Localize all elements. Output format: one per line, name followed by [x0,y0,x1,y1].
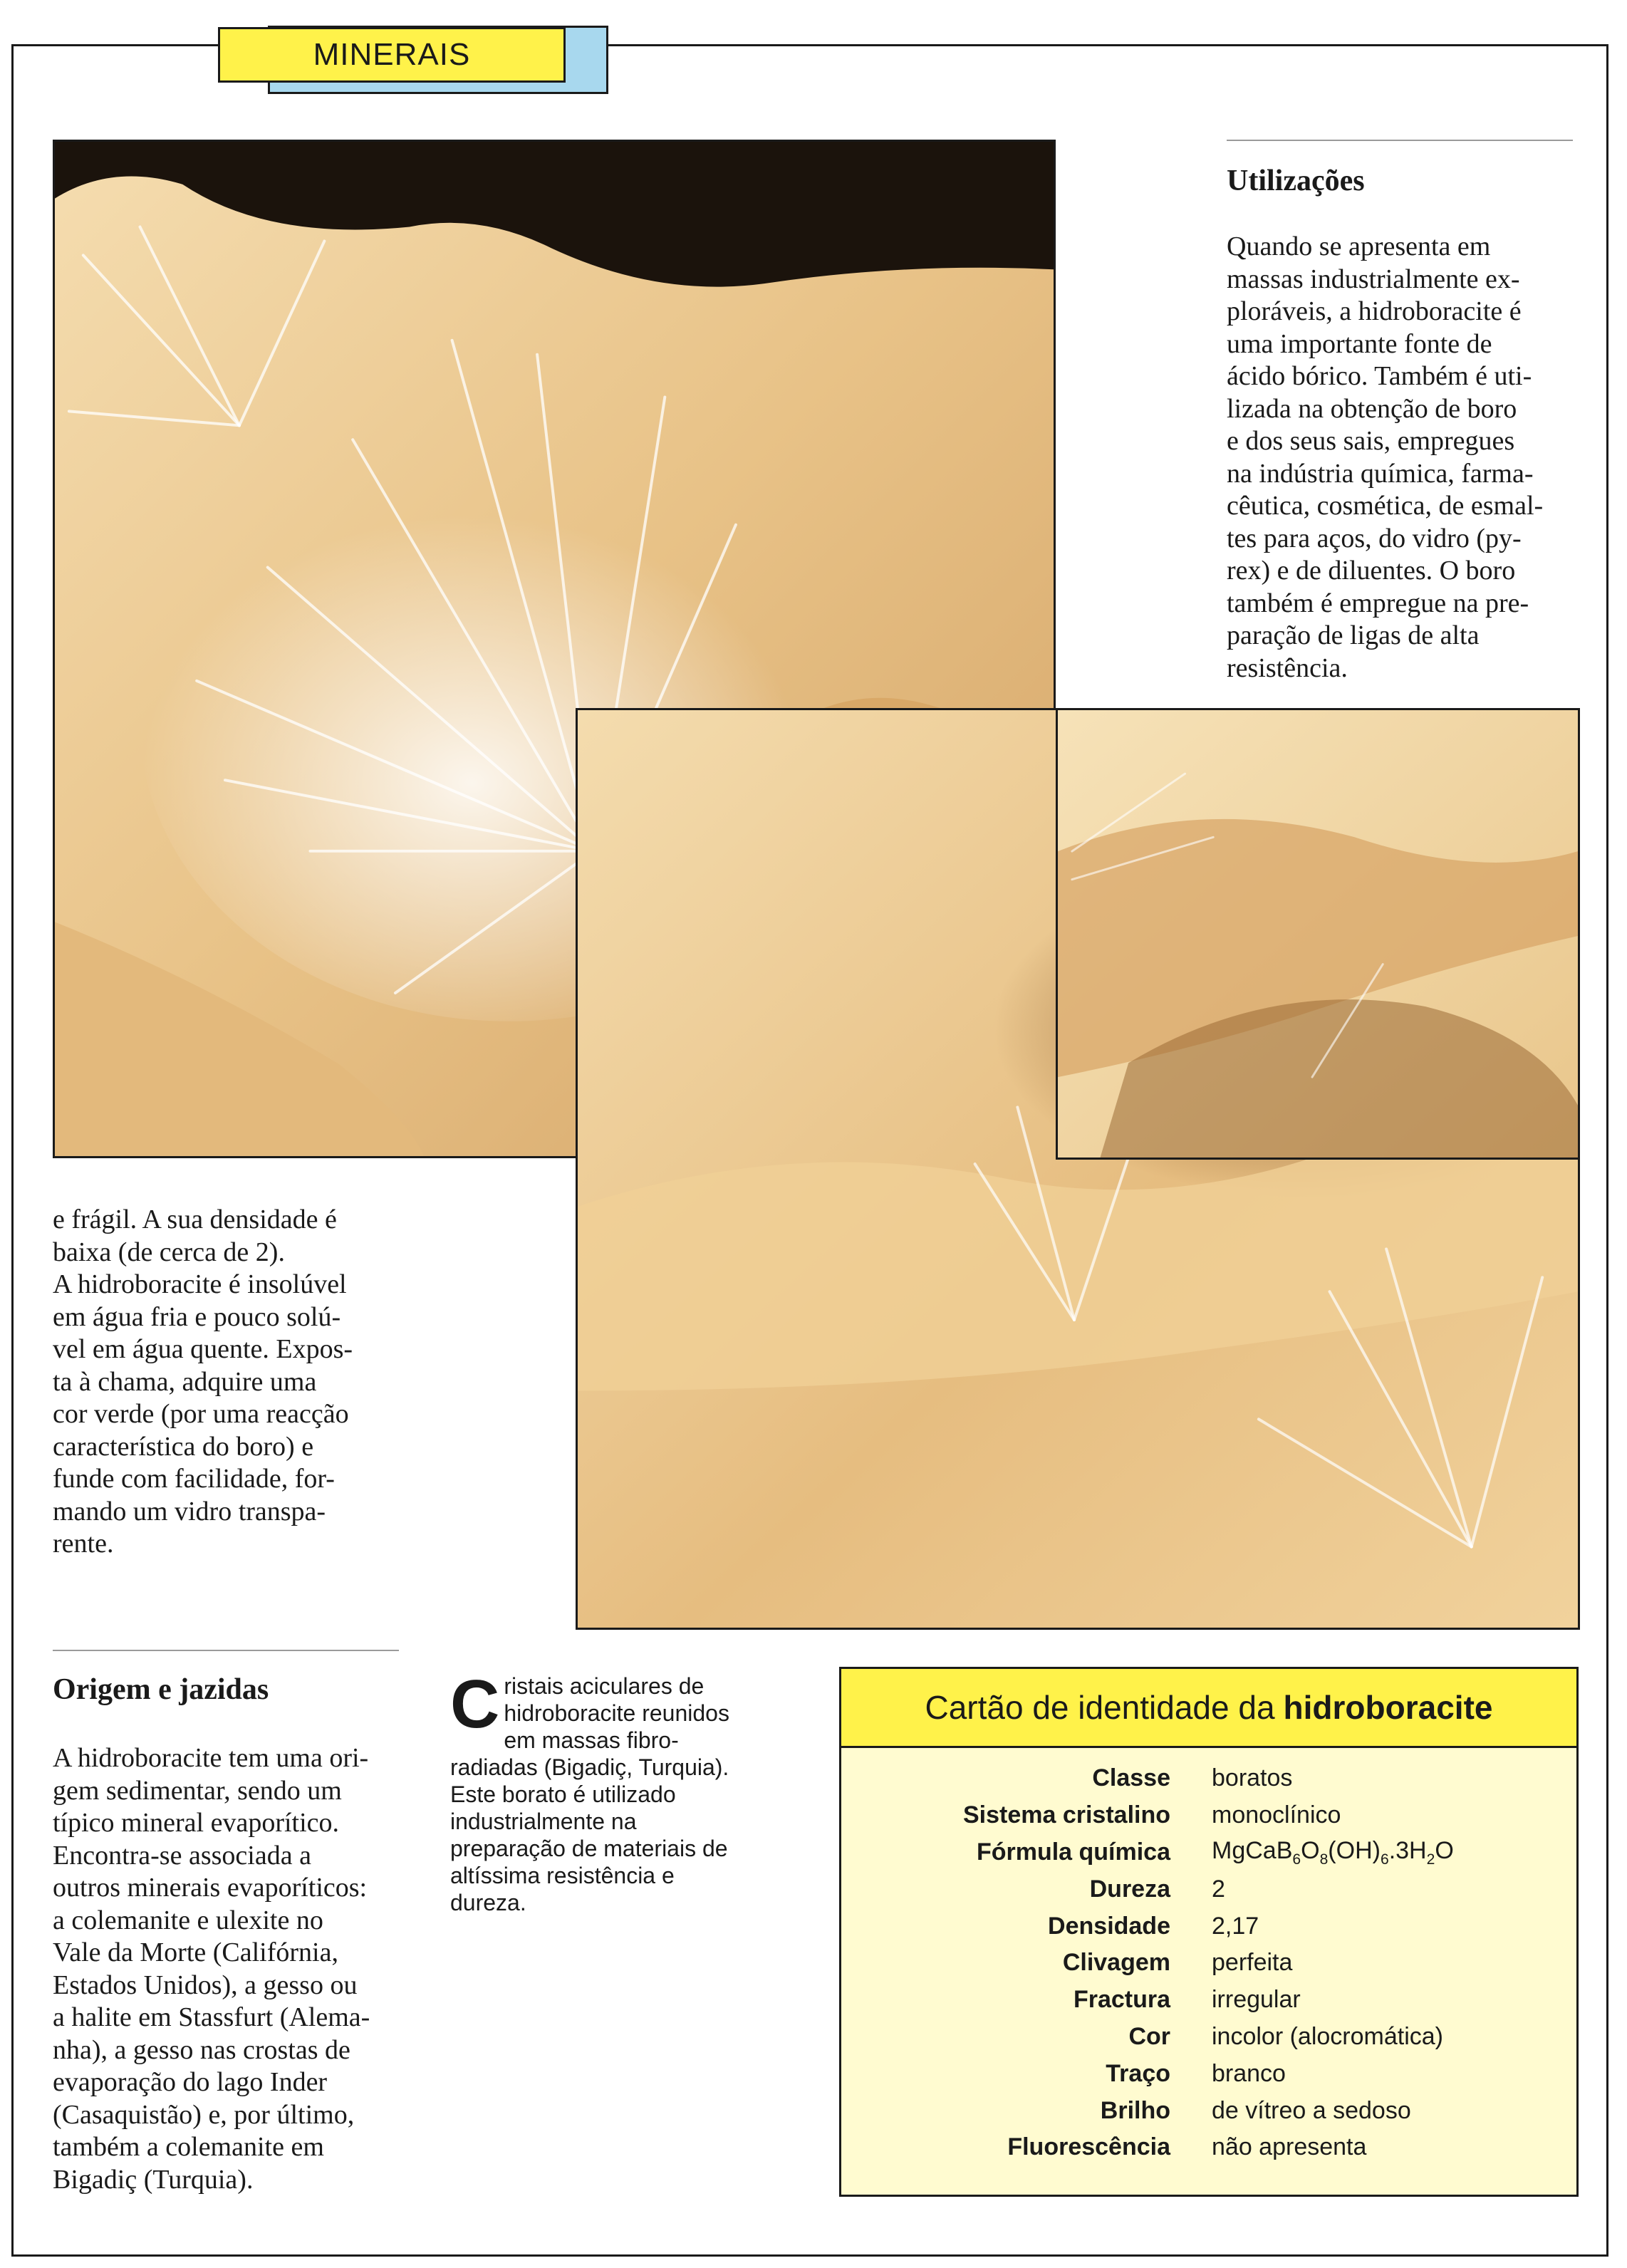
identity-card-value: de vítreo a sedoso [1212,2096,1411,2124]
origem-line: Estados Unidos), a gesso ou [53,1970,358,2000]
identity-card-value: branco [1212,2059,1286,2087]
utilizacoes-line: cêutica, cosmética, de esmal- [1227,491,1544,521]
utilizacoes-heading: Utilizações [1227,165,1365,197]
utilizacoes-line: ácido bórico. Também é uti- [1227,361,1532,391]
origem-line: outros minerais evaporíticos: [53,1873,368,1903]
identity-card-label: Sistema cristalino [962,1801,1170,1829]
identity-card-value: monoclínico [1212,1801,1341,1829]
identity-card-label: Clivagem [1062,1949,1170,1977]
identity-card-row [841,1982,1576,2019]
identity-card-value: irregular [1212,1986,1301,2014]
identity-card-label: Brilho [1100,2096,1170,2124]
identity-card-value: não apresenta [1212,2133,1367,2161]
identity-card-row [841,1945,1576,1982]
identity-card-title [841,1669,1576,1748]
caption-text: ristais aciculares de hidroboracite reunidos em massas fibro-radiadas (Bigadiç, Turquia). Este borato é utilizado industrialmente na preparação de materiais de altíssima resistência e dureza. [450,1673,729,1915]
identity-card-label: Traço [1106,2059,1170,2087]
origem-line: nha), a gesso nas crostas de [53,2034,350,2065]
utilizacoes-line: na indústria química, farma- [1227,458,1534,489]
origem-heading: Origem e jazidas [53,1673,269,1706]
identity-card-row [841,2092,1576,2129]
origem-line: também a colemanite em [53,2132,324,2162]
utilizacoes-line: rex) e de diluentes. O boro [1227,556,1516,586]
origem-line: Bigadiç (Turquia). [53,2164,254,2195]
origem-line: evaporação do lago Inder [53,2067,328,2097]
utilizacoes-line: tes para aços, do vidro (py- [1227,523,1522,553]
propriedades-line: mando um vidro transpa- [53,1496,326,1526]
identity-card-label: Fluorescência [1007,2133,1170,2161]
identity-card-label: Densidade [1048,1912,1170,1940]
identity-card-label: Dureza [1089,1875,1170,1903]
section-tab: MINERAIS [218,27,566,83]
origem-rule [53,1650,399,1651]
origem-line: a colemanite e ulexite no [53,1905,323,1935]
identity-card-value: 2 [1212,1875,1225,1903]
origem-line: típico mineral evaporítico. [53,1808,340,1838]
utilizacoes-text [1227,231,1576,685]
propriedades-line: funde com facilidade, for- [53,1464,335,1494]
identity-card-row [841,1908,1576,1945]
identity-card-value: $MgCaB_6O_8(OH)_6.3H_2O$ [1212,1836,1454,1868]
identity-card [839,1667,1579,2197]
identity-card-row [841,2055,1576,2092]
identity-card-row [841,1834,1576,1871]
identity-card-rows [841,1760,1576,2166]
origem-text [53,1742,402,2196]
utilizacoes-line: ploráveis, a hidroboracite é [1227,296,1522,326]
utilizacoes-line: também é empregue na pre- [1227,588,1529,618]
identity-card-value: boratos [1212,1764,1293,1792]
identity-card-value: perfeita [1212,1949,1293,1977]
propriedades-line: e frágil. A sua densidade é [53,1205,337,1234]
propriedades-line: característica do boro) e [53,1431,314,1462]
origem-line: a halite em Stassfurt (Alema- [53,2002,370,2032]
propriedades-line: A hidroboracite é insolúvel [53,1269,347,1299]
utilizacoes-line: e dos seus sais, empregues [1227,426,1515,456]
photo-detail-illustration [1058,710,1578,1158]
origem-line: Vale da Morte (Califórnia, [53,1937,338,1967]
identity-card-value: incolor (alocromática) [1212,2022,1443,2050]
identity-card-row [841,1760,1576,1797]
identity-card-row [841,2129,1576,2166]
propriedades-text [53,1204,399,1561]
utilizacoes-line: uma importante fonte de [1227,328,1492,359]
propriedades-line: em água fria e pouco solú- [53,1301,341,1332]
caption-dropcap: C [450,1666,500,1742]
identity-card-row [841,1871,1576,1908]
utilizacoes-line: resistência. [1227,652,1348,683]
origem-line: gem sedimentar, sendo um [53,1775,342,1806]
identity-card-title-mineral: hidroboracite [1283,1689,1493,1726]
origem-line: Encontra-se associada a [53,1840,311,1871]
identity-card-label: Classe [1092,1764,1170,1792]
propriedades-line: baixa (de cerca de 2). [53,1237,285,1267]
origem-line: A hidroboracite tem uma ori- [53,1743,369,1773]
identity-card-label: Cor [1128,2022,1170,2050]
identity-card-row [841,1797,1576,1834]
photo-caption [450,1666,749,1916]
identity-card-label: Fractura [1073,1986,1170,2014]
propriedades-line: ta à chama, adquire uma [53,1366,317,1397]
photo-hidroboracite-detail [1056,708,1580,1160]
utilizacoes-line: Quando se apresenta em [1227,232,1491,261]
identity-card-label: Fórmula química [976,1838,1170,1866]
utilizacoes-line: paração de ligas de alta [1227,620,1480,650]
identity-card-title-prefix: Cartão de identidade da [925,1689,1275,1726]
origem-line: (Casaquistão) e, por último, [53,2099,355,2130]
utilizacoes-rule [1227,140,1573,141]
propriedades-line: vel em água quente. Expos- [53,1334,353,1364]
identity-card-row [841,2019,1576,2056]
utilizacoes-line: massas industrialmente ex- [1227,264,1520,294]
propriedades-line: rente. [53,1529,114,1559]
propriedades-line: cor verde (por uma reacção [53,1399,349,1429]
utilizacoes-line: lizada na obtenção de boro [1227,393,1517,424]
identity-card-value: 2,17 [1212,1912,1259,1940]
